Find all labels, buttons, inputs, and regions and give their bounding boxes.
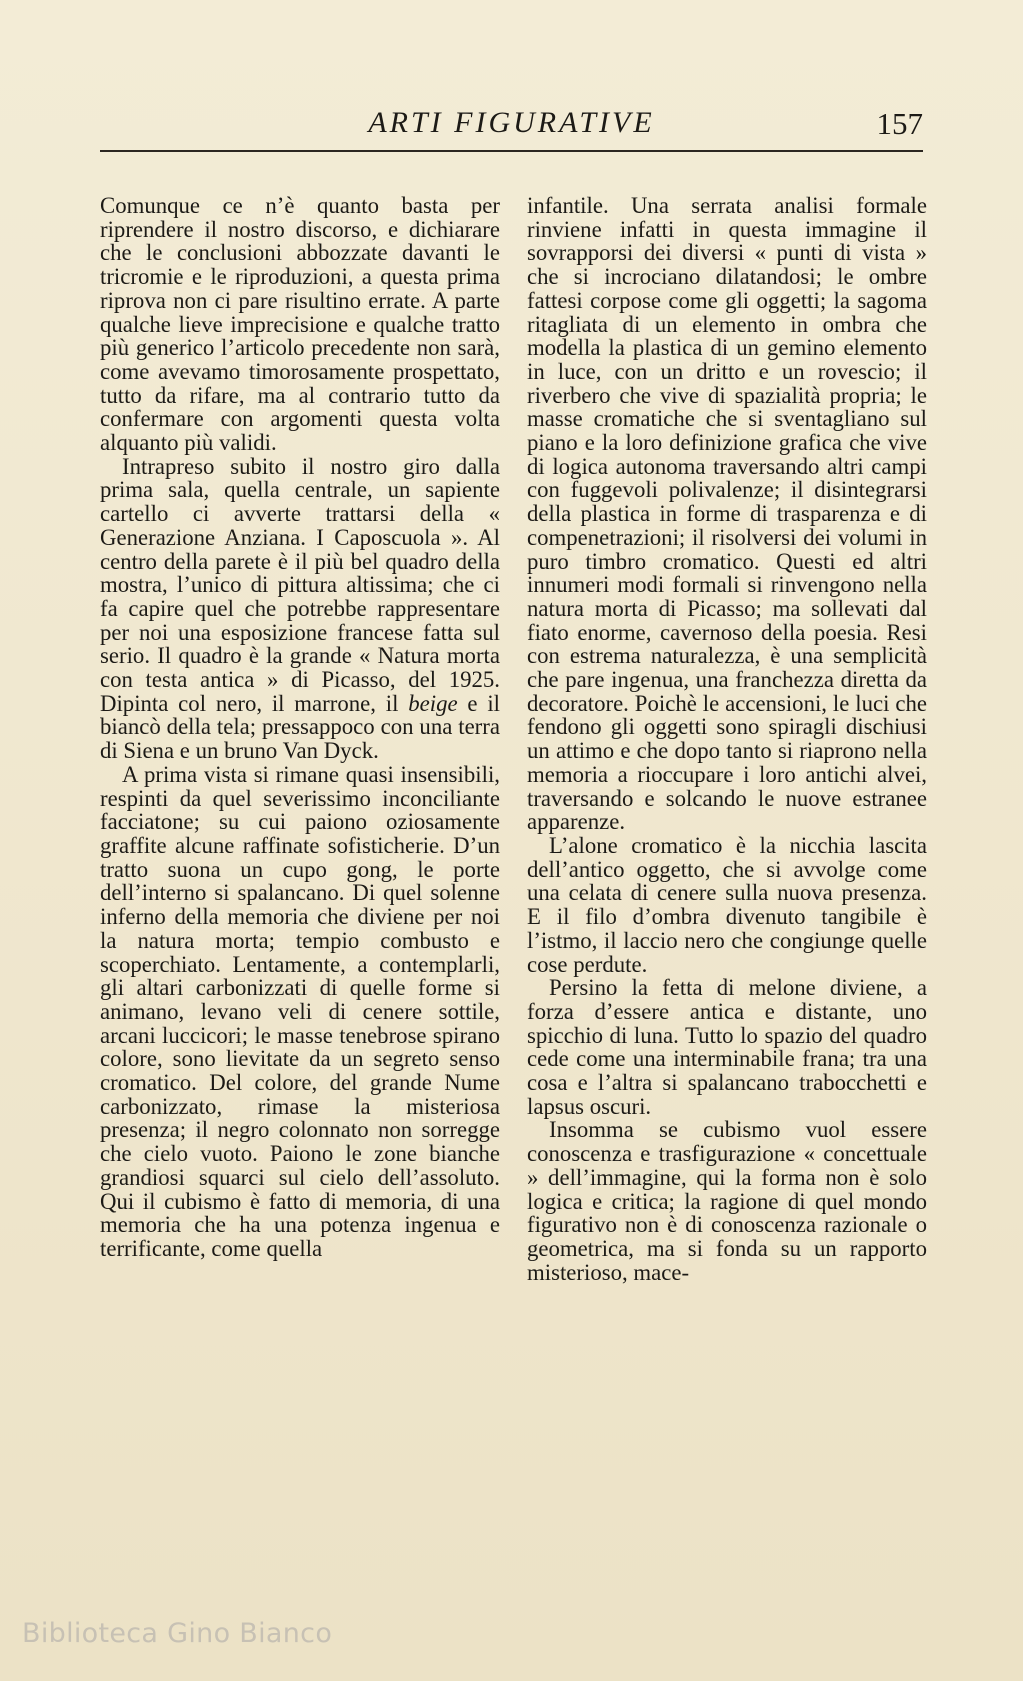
paragraph: Persino la fetta di melone diviene, a forza d’essere antica e distante, uno spicchio di luna. Tutto lo spazio del quadro cede come una interminabile frana; tra una cosa e l’altra si spalancano trabocchetti e lapsus oscuri. [527, 975, 927, 1119]
italic-term: beige [408, 690, 458, 716]
paragraph: L’alone cromatico è la nicchia lascita dell’antico oggetto, che si avvolge come una celata di cenere sulla nuova presenza. E il filo d’ombra divenuto tangibile è l’istmo, il laccio nero che congiunge quelle cose perdute. [527, 832, 927, 977]
running-header [100, 100, 923, 152]
paragraph: Comunque ce n’è quanto basta per riprendere il nostro discorso, e dichiarare che le conclusioni abbozzate davanti le tricromie e le riproduzioni, a questa prima riprova non ci pare risultino errate. A parte qualche lieve imprecisione e qualche tratto più generico l’articolo precedente non sarà, come avevamo timorosamente prospettato, tutto da rifare, ma al contrario tutto da confermare con argomenti questa volta alquanto più validi. [100, 193, 500, 456]
paragraph: Insomma se cubismo vuol essere conoscenza e trasfigurazione « concettuale » dell’immagine, qui la forma non è solo logica e critica; la ragione di quel mondo figurativo non è di conoscenza razionale o geometrica, ma si fonda su un rapporto misterioso, mace- [527, 1117, 927, 1285]
library-watermark: Biblioteca Gino Bianco [22, 1618, 333, 1649]
running-title: ARTI FIGURATIVE [368, 106, 655, 139]
paragraph: infantile. Una serrata analisi formale rinviene infatti in questa immagine il sovrapporsi dei diversi « punti di vista » che si incrociano dilatandosi; le ombre fattesi corpose come gli oggetti; la sagoma ritagliata di un elemento in ombra che modella la plastica di un gemino elemento in luce, con un dritto e un rovescio; il riverbero che vive di spazialità propria; le masse cromatiche che si sventagliano sul piano e la loro definizione grafica che vive di logica autonoma traversando altri campi con fuggevoli polivalenze; il disintegrarsi della plastica in forme di trasparenza e di compenetrazioni; il risolversi dei volumi in puro timbro cromatico. Questi ed altri innumeri modi formali si rinvengono nella natura morta di Picasso; ma sollevati dal fiato enorme, cavernoso della poesia. Resi con estrema naturalezza, è una semplicità che pare ingenua, una franchezza diretta da decoratore. Poichè le accensioni, le luci che fendono gli oggetti sono spiragli dischiusi un attimo e che dopo tanto si riaprono nella memoria a rioccupare i loro antichi alvei, traversando e solcando le nuove estranee apparenze. [527, 193, 927, 835]
paragraph-text: Intrapreso subito il nostro giro dalla prima sala, quella centrale, un sapiente cartello ci avverte trattarsi della « Generazione Anziana. I Caposcuola ». Al centro della parete è il più bel quadro della mostra, l’unico di pittura altissima; che ci fa capire quel che potrebbe rappresentare per noi una esposizione francese fatta sul serio. Il quadro è la grande « Natura morta con testa antica » di Picasso, del 1925. Dipinta col nero, il marrone, il [100, 453, 500, 716]
right-text-column [527, 194, 927, 1284]
paragraph: A prima vista si rimane quasi insensibili, respinti da quel severissimo inconciliante facciatone; su cui paiono oziosamente graffite alcune raffinate sofisticherie. D’un tratto suona un cupo gong, le porte dell’interno si spalancano. Di quel solenne inferno della memoria che diviene per noi la natura morta; tempio combusto e scoperchiato. Lentamente, a contemplarli, gli altari carbonizzati di quelle forme si animano, levano veli di cenere sottile, arcani luccicori; le masse tenebrose spirano colore, sono lievitate da un segreto senso cromatico. Del colore, del grande Nume carbonizzato, rimase la misteriosa presenza; il negro colonnato non sorregge che cielo vuoto. Paiono le zone bianche grandiosi squarci sul cielo dell’assoluto. Qui il cubismo è fatto di memoria, di una memoria che ha una potenza ingenua e terrificante, come quella [100, 761, 500, 1261]
paragraph-text: e il biancò della tela; pressappoco con una terra di Siena e un bruno Van Dyck. [100, 690, 500, 764]
page-number: 157 [876, 106, 923, 141]
left-text-column [100, 194, 500, 1261]
paragraph [100, 455, 500, 763]
